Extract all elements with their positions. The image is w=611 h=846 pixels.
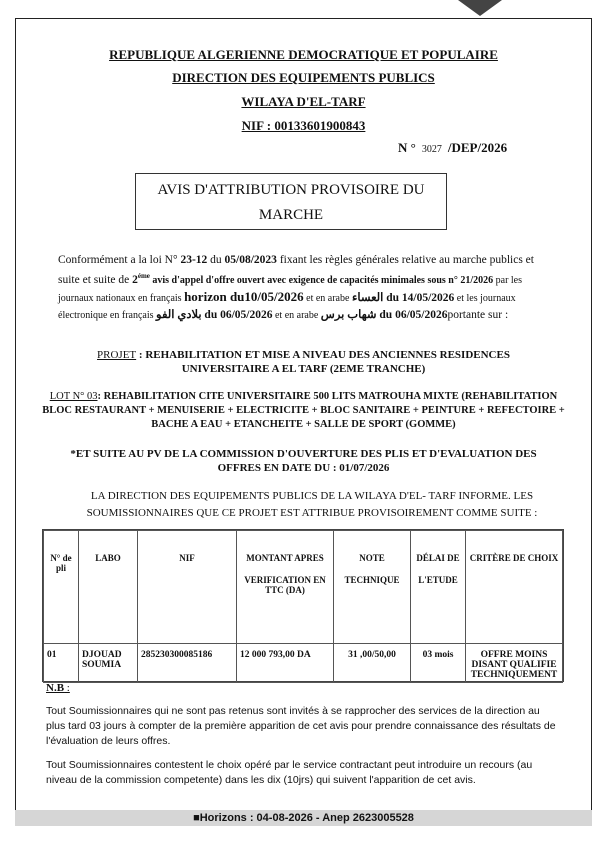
reference-number bbox=[398, 140, 507, 156]
col-delai-line1: DÉLAI DE bbox=[416, 553, 460, 563]
journal-electronic-ar: شهاب برس du 06/05/2026 bbox=[320, 308, 448, 321]
lot-line bbox=[20, 390, 587, 432]
footer-publication: ■Horizons : 04-08-2026 - Anep 2623005528 bbox=[15, 810, 592, 826]
col-labo: LABO bbox=[79, 531, 138, 644]
pv-commission-line: *ET SUITE AU PV DE LA COMMISSION D'OUVERTURE DES PLIS ET D'EVALUATION DES OFFRES EN DATE DU : 01/07/2026 bbox=[70, 448, 537, 474]
journal-electronic-fr: بلادي الفو du 06/05/2026 bbox=[156, 308, 273, 321]
cell-pli: 01 bbox=[44, 644, 79, 683]
page-corner-decoration bbox=[458, 0, 502, 16]
intro-text: fixant les règles générales relative au marche publics et suite et suite de bbox=[58, 254, 534, 286]
note-recours: Tout Soumissionnaires contestent le choix opéré par le service contractant peut introduire un recours (au niveau de la commission competente) dans les dix (10jrs) qui suivent l'apparition de cet avis. bbox=[46, 759, 533, 786]
inform-paragraph: LA DIRECTION DES EQUIPEMENTS PUBLICS DE LA WILAYA D'EL- TARF INFORME. LES SOUMISSIONNAIRES QUE CE PROJET EST ATTRIBUE PROVISOIREMENT COMME SUITE : bbox=[86, 490, 538, 519]
nb-heading bbox=[46, 682, 70, 694]
reference-prefix: N ° bbox=[398, 140, 416, 155]
intro-text: et en arabe bbox=[272, 309, 321, 321]
col-pli: N° de pli bbox=[44, 531, 79, 644]
intro-text: par les journaux nationaux en français bbox=[58, 274, 523, 304]
projet-text: : REHABILITATION ET MISE A NIVEAU DES ANCIENNES RESIDENCES UNIVERSITAIRE A EL TARF (2EME TRANCHE) bbox=[136, 349, 510, 375]
projet-line bbox=[20, 348, 587, 376]
header-wilaya: WILAYA D'EL-TARF bbox=[241, 94, 366, 109]
journal-arabic-1: العساء du 14/05/2026 bbox=[351, 291, 455, 304]
intro-text: du bbox=[207, 254, 225, 266]
cell-labo: DJOUAD SOUMIA bbox=[79, 644, 138, 683]
cell-nif: 285230300085186 bbox=[138, 644, 237, 683]
cell-montant: 12 000 793,00 DA bbox=[237, 644, 334, 683]
avis-number: 2 bbox=[132, 273, 138, 286]
avis-superscript: éme bbox=[137, 272, 150, 280]
title-line-2: MARCHE bbox=[258, 207, 324, 223]
col-note-line2: TECHNIQUE bbox=[344, 575, 400, 585]
header-republic: REPUBLIQUE ALGERIENNE DEMOCRATIQUE ET POPULAIRE bbox=[109, 47, 498, 62]
col-note bbox=[334, 531, 411, 644]
nb-label: N.B bbox=[46, 682, 65, 694]
col-delai-line2: L'ETUDE bbox=[418, 575, 458, 585]
reference-value: 3027 bbox=[421, 144, 442, 155]
header-nif: NIF : 00133601900843 bbox=[241, 118, 366, 133]
note-non-retenus: Tout Soumissionnaires qui ne sont pas retenus sont invités à se rapprocher des services de la direction au plus tard 03 jours à compter de la première apparition de cet avis pour prendre connaissance des résultats de l'évaluation de leurs offres. bbox=[46, 705, 556, 747]
law-date: 05/08/2023 bbox=[224, 254, 277, 266]
intro-text: portante sur : bbox=[447, 308, 509, 321]
cell-critere: OFFRE MOINS DISANT QUALIFIE TECHNIQUEMENT bbox=[466, 644, 563, 683]
col-montant bbox=[237, 531, 334, 644]
col-critere: CRITÈRE DE CHOIX bbox=[466, 531, 563, 644]
table-row bbox=[44, 644, 563, 683]
lot-text: : REHABILITATION CITE UNIVERSITAIRE 500 LITS MATROUHA MIXTE (REHABILITATION BLOC RESTAURANT + MENUISERIE + ELECTRICITE + BLOC SANITAIRE + PEINTURE + REFECTOIRE + BACHE A EAU + ETANCHEITE + SALLE DE SPORT (GOMME) bbox=[42, 391, 565, 430]
projet-label: PROJET bbox=[97, 349, 137, 361]
nb-colon: : bbox=[64, 682, 70, 694]
header-direction: DIRECTION DES EQUIPEMENTS PUBLICS bbox=[172, 70, 435, 85]
lot-label: LOT N° 03 bbox=[49, 391, 98, 402]
attribution-table bbox=[42, 529, 564, 682]
col-nif: NIF bbox=[138, 531, 237, 644]
intro-paragraph bbox=[58, 252, 558, 324]
col-delai bbox=[411, 531, 466, 644]
cell-delai: 03 mois bbox=[411, 644, 466, 683]
intro-text: Conformément a la loi N° bbox=[58, 254, 181, 266]
law-number: 23-12 bbox=[180, 254, 208, 266]
table-header-row bbox=[44, 531, 563, 644]
intro-text: et en arabe bbox=[303, 292, 352, 304]
title-line-1: AVIS D'ATTRIBUTION PROVISOIRE DU bbox=[157, 182, 425, 198]
col-note-line1: NOTE bbox=[359, 553, 385, 563]
journal-horizon: horizon du10/05/2026 bbox=[184, 288, 304, 304]
col-montant-line2: VERIFICATION EN TTC (DA) bbox=[244, 575, 326, 595]
avis-description: avis d'appel d'offre ouvert avec exigence de capacités minimales sous n° 21/2026 bbox=[149, 274, 494, 286]
document-title-box bbox=[135, 173, 447, 230]
cell-note: 31 ,00/50,00 bbox=[334, 644, 411, 683]
intro-text: et les journaux électronique en français bbox=[58, 292, 516, 321]
reference-suffix: /DEP/2026 bbox=[447, 140, 508, 155]
col-montant-line1: MONTANT APRES bbox=[246, 553, 324, 563]
